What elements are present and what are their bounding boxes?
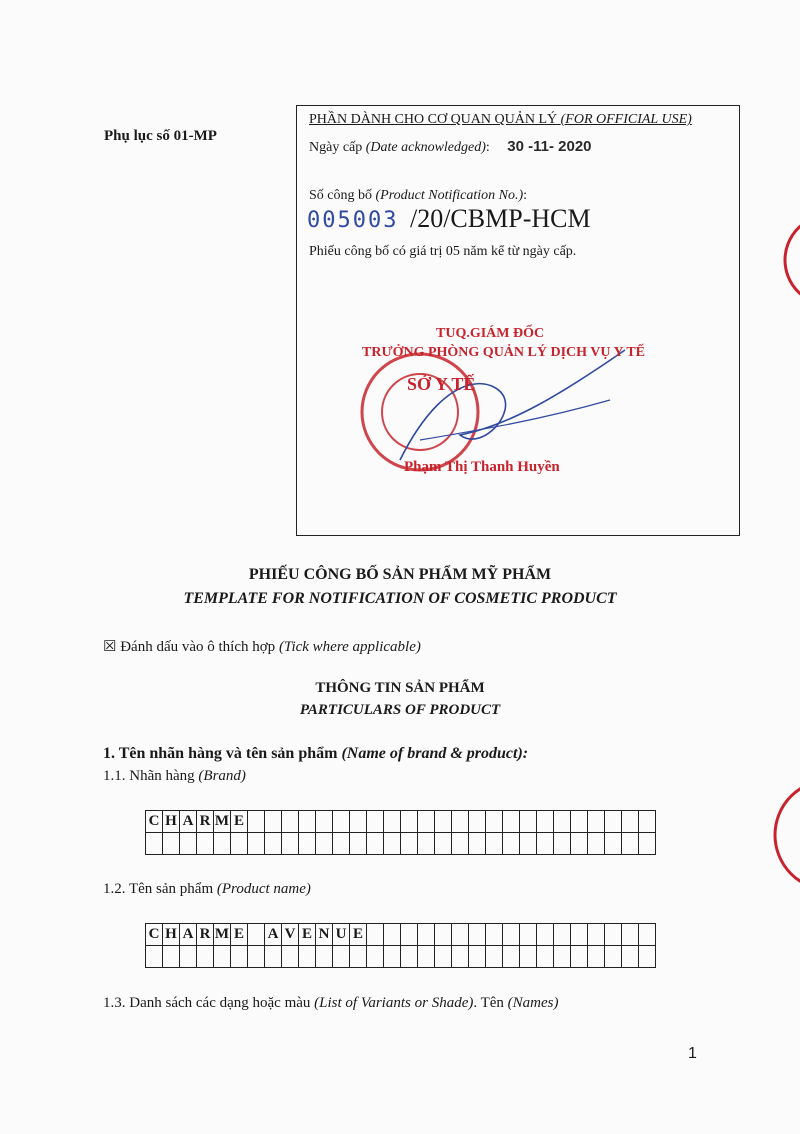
- grid-cell: [367, 811, 384, 833]
- grid-cell: [520, 811, 537, 833]
- grid-cell: [520, 833, 537, 855]
- grid-cell: M: [214, 924, 231, 946]
- grid-cell: [486, 946, 503, 968]
- notification-number: [307, 204, 591, 234]
- grid-cell: [231, 833, 248, 855]
- grid-cell: [435, 811, 452, 833]
- grid-cell: [316, 946, 333, 968]
- grid-cell: [435, 833, 452, 855]
- grid-cell: A: [180, 811, 197, 833]
- grid-cell: [571, 946, 588, 968]
- product-name-grid: [145, 923, 656, 968]
- grid-cell: [282, 833, 299, 855]
- grid-cell: E: [299, 924, 316, 946]
- edge-seal-icon-2: [770, 775, 800, 895]
- grid-cell: [639, 946, 656, 968]
- grid-cell: C: [146, 811, 163, 833]
- grid-cell: [248, 924, 265, 946]
- grid-cell: [350, 811, 367, 833]
- grid-cell: [503, 924, 520, 946]
- grid-cell: [588, 811, 605, 833]
- grid-cell: [520, 924, 537, 946]
- grid-cell: [146, 833, 163, 855]
- grid-cell: [622, 811, 639, 833]
- grid-cell: [605, 833, 622, 855]
- checkbox-icon: ☒: [103, 639, 117, 655]
- grid-cell: [282, 811, 299, 833]
- grid-cell: [588, 946, 605, 968]
- grid-cell: [282, 946, 299, 968]
- grid-cell: [197, 833, 214, 855]
- grid-cell: [622, 946, 639, 968]
- grid-cell: [265, 833, 282, 855]
- signer-title-1: TUQ.GIÁM ĐỐC: [436, 326, 545, 341]
- grid-cell: [554, 946, 571, 968]
- grid-cell: [367, 833, 384, 855]
- grid-cell: [520, 946, 537, 968]
- grid-cell: [486, 811, 503, 833]
- grid-cell: [554, 833, 571, 855]
- grid-cell: [588, 924, 605, 946]
- grid-cell: [163, 946, 180, 968]
- grid-cell: [214, 833, 231, 855]
- grid-cell: [367, 946, 384, 968]
- grid-cell: [384, 833, 401, 855]
- product-name-label: 1.2. Tên sản phẩm (Product name): [103, 881, 311, 897]
- grid-cell: [571, 924, 588, 946]
- grid-cell: E: [350, 924, 367, 946]
- grid-cell: [622, 924, 639, 946]
- date-value: 30 -11- 2020: [507, 138, 592, 155]
- grid-cell: E: [231, 924, 248, 946]
- grid-cell: [605, 811, 622, 833]
- grid-cell: [418, 946, 435, 968]
- notification-number-label: Số công bố (Product Notification No.):: [309, 188, 528, 203]
- grid-cell: [401, 811, 418, 833]
- grid-cell: [639, 924, 656, 946]
- grid-cell: N: [316, 924, 333, 946]
- grid-cell: [418, 811, 435, 833]
- grid-cell: [299, 946, 316, 968]
- grid-cell: [469, 811, 486, 833]
- grid-cell: [469, 946, 486, 968]
- grid-cell: [537, 833, 554, 855]
- grid-cell: [503, 833, 520, 855]
- grid-cell: [299, 811, 316, 833]
- title-vi: PHIẾU CÔNG BỐ SẢN PHẨM MỸ PHẨM: [248, 566, 552, 583]
- grid-cell: [469, 833, 486, 855]
- grid-cell: [299, 833, 316, 855]
- page-number: 1: [688, 1045, 697, 1062]
- validity-text: Phiếu công bố có giá trị 05 năm kể từ ngày cấp.: [309, 244, 577, 259]
- seal-text: SỞ Y TẾ: [407, 374, 476, 394]
- grid-cell: [197, 946, 214, 968]
- grid-cell: [537, 811, 554, 833]
- brand-label: 1.1. Nhãn hàng (Brand): [103, 768, 246, 784]
- annex-label: Phụ lục số 01-MP: [104, 128, 217, 144]
- grid-cell: [503, 946, 520, 968]
- brand-grid: [145, 810, 656, 855]
- grid-cell: A: [265, 924, 282, 946]
- title-en: TEMPLATE FOR NOTIFICATION OF COSMETIC PRODUCT: [183, 590, 617, 607]
- grid-cell: H: [163, 924, 180, 946]
- grid-cell: M: [214, 811, 231, 833]
- signer-title-2: TRƯỞNG PHÒNG QUẢN LÝ DỊCH VỤ Y TẾ: [362, 345, 646, 360]
- grid-cell: [503, 811, 520, 833]
- grid-cell: [231, 946, 248, 968]
- question-1: 1. Tên nhãn hàng và tên sản phẩm (Name of brand & product):: [103, 745, 529, 762]
- grid-cell: [452, 946, 469, 968]
- grid-cell: [435, 946, 452, 968]
- grid-cell: [639, 811, 656, 833]
- grid-cell: [639, 833, 656, 855]
- grid-cell: [571, 833, 588, 855]
- grid-cell: [146, 946, 163, 968]
- variants-label: 1.3. Danh sách các dạng hoặc màu (List of Variants or Shade). Tên (Names): [103, 995, 559, 1011]
- grid-cell: [554, 924, 571, 946]
- grid-cell: [350, 833, 367, 855]
- grid-cell: [214, 946, 231, 968]
- grid-cell: [554, 811, 571, 833]
- grid-cell: [418, 924, 435, 946]
- grid-cell: A: [180, 924, 197, 946]
- grid-cell: [401, 833, 418, 855]
- grid-cell: [350, 946, 367, 968]
- grid-cell: [537, 924, 554, 946]
- grid-cell: [571, 811, 588, 833]
- grid-cell: [316, 833, 333, 855]
- grid-cell: [384, 924, 401, 946]
- grid-cell: H: [163, 811, 180, 833]
- grid-cell: [605, 924, 622, 946]
- number-suffix: /20/CBMP-HCM: [409, 204, 591, 233]
- grid-cell: [367, 924, 384, 946]
- grid-cell: [163, 833, 180, 855]
- grid-cell: [265, 811, 282, 833]
- grid-cell: V: [282, 924, 299, 946]
- date-acknowledged-line: Ngày cấp (Date acknowledged): 30 -11- 2020: [309, 138, 592, 155]
- grid-cell: [622, 833, 639, 855]
- grid-cell: [333, 811, 350, 833]
- grid-cell: [486, 833, 503, 855]
- edge-seal-icon: [770, 210, 800, 310]
- grid-cell: [248, 833, 265, 855]
- grid-cell: [588, 833, 605, 855]
- grid-cell: [384, 811, 401, 833]
- grid-cell: [486, 924, 503, 946]
- grid-cell: E: [231, 811, 248, 833]
- grid-cell: [469, 924, 486, 946]
- grid-cell: [180, 833, 197, 855]
- grid-cell: C: [146, 924, 163, 946]
- grid-cell: [418, 833, 435, 855]
- grid-cell: [435, 924, 452, 946]
- grid-cell: [333, 946, 350, 968]
- grid-cell: R: [197, 924, 214, 946]
- grid-cell: [452, 833, 469, 855]
- grid-cell: [265, 946, 282, 968]
- grid-cell: U: [333, 924, 350, 946]
- section-title-en: PARTICULARS OF PRODUCT: [299, 702, 501, 718]
- grid-cell: [384, 946, 401, 968]
- section-title-vi: THÔNG TIN SẢN PHẨM: [315, 680, 485, 696]
- grid-cell: [401, 924, 418, 946]
- tick-instruction: ☒ Đánh dấu vào ô thích hợp (Tick where applicable): [103, 639, 421, 655]
- grid-cell: [180, 946, 197, 968]
- grid-cell: [401, 946, 418, 968]
- signer-name: Phạm Thị Thanh Huyền: [404, 459, 560, 475]
- grid-cell: [248, 946, 265, 968]
- grid-cell: [452, 811, 469, 833]
- grid-cell: [316, 811, 333, 833]
- grid-cell: [452, 924, 469, 946]
- grid-cell: [605, 946, 622, 968]
- grid-cell: [333, 833, 350, 855]
- official-heading: PHẦN DÀNH CHO CƠ QUAN QUẢN LÝ (FOR OFFICIAL USE): [309, 112, 692, 127]
- number-stamp: 005003: [307, 208, 399, 233]
- grid-cell: R: [197, 811, 214, 833]
- grid-cell: [248, 811, 265, 833]
- grid-cell: [537, 946, 554, 968]
